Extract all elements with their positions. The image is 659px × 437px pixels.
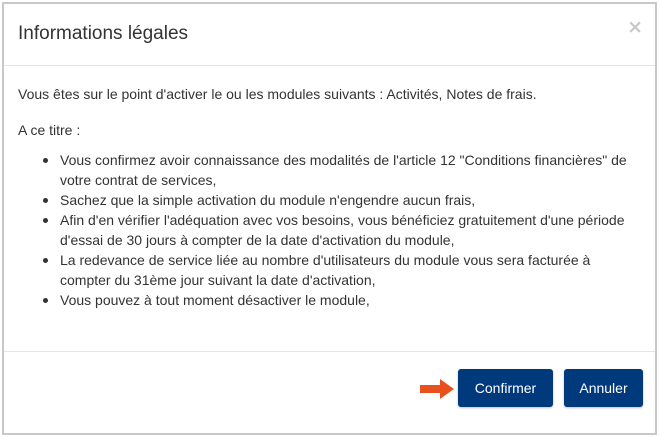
legal-info-dialog — [2, 2, 657, 435]
dialog-title: Informations légales — [18, 23, 189, 44]
list-item: La redevance de service liée au nombre d'utilisateurs du module vous sera facturée à compter du 31ème jour suivant la date d'activation, — [60, 250, 640, 290]
subheading-text: A ce titre : — [18, 122, 81, 138]
right-arrow-icon — [418, 377, 458, 401]
confirm-button[interactable]: Confirmer — [458, 369, 553, 407]
list-item: Afin d'en vérifier l'adéquation avec vos besoins, vous bénéficiez gratuitement d'une période d'essai de 30 jours à compter de la date d'activation du module, — [60, 210, 640, 250]
cancel-button[interactable]: Annuler — [564, 369, 643, 407]
intro-text: Vous êtes sur le point d'activer le ou les modules suivants : Activités, Notes de frais. — [18, 86, 537, 102]
dialog-body — [4, 66, 655, 352]
dialog-header — [4, 4, 655, 66]
list-item: Sachez que la simple activation du module n'engendre aucun frais, — [60, 190, 640, 210]
list-item: Vous confirmez avoir connaissance des modalités de l'article 12 "Conditions financières" de votre contrat de services, — [60, 150, 640, 190]
conditions-list — [18, 150, 640, 310]
close-icon[interactable]: × — [627, 16, 643, 38]
dialog-footer — [4, 352, 655, 434]
list-item: Vous pouvez à tout moment désactiver le module, — [60, 290, 640, 310]
